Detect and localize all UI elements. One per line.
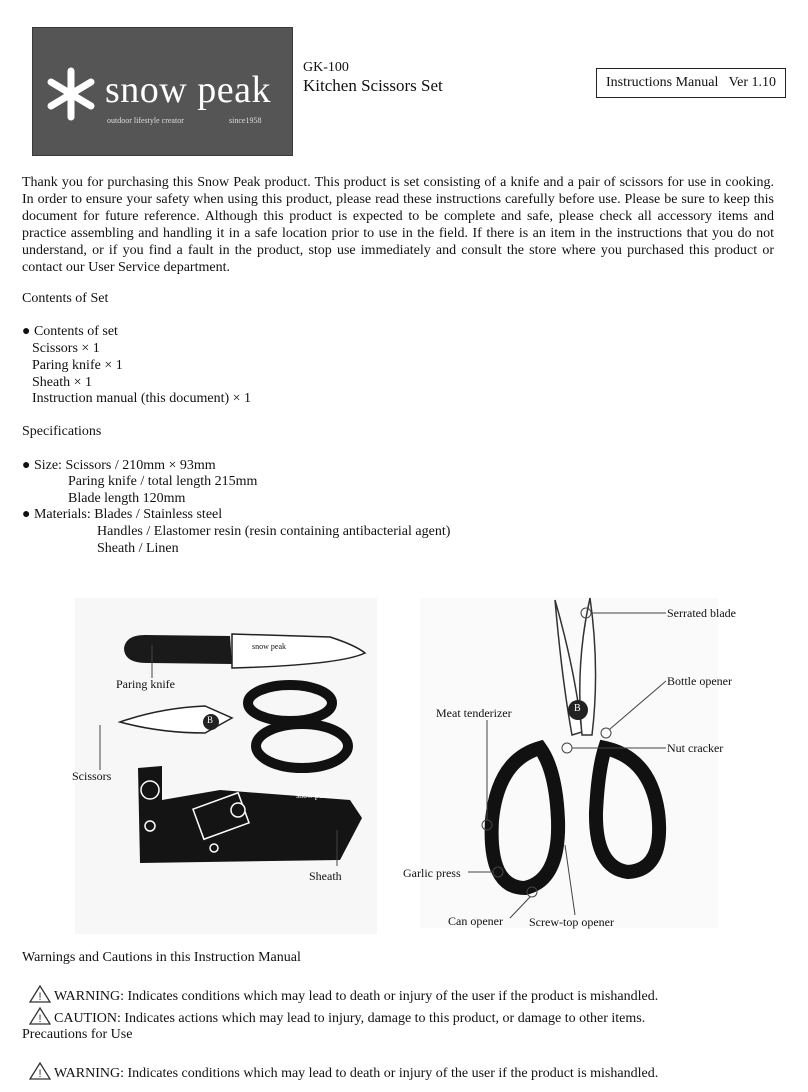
- brand-wordmark: snow peak: [105, 69, 271, 111]
- manual-version-box: Instructions Manual Ver 1.10: [596, 68, 786, 98]
- warning-text: WARNING: Indicates conditions which may lead to death or injury of the user if the product is mishandled.: [54, 989, 659, 1004]
- caution-triangle-icon: [29, 1007, 51, 1025]
- intro-paragraph: Thank you for purchasing this Snow Peak product. This product is set consisting of a knife and a pair of scissors for use in cooking. In order to ensure your safety when using this product, please read these instructions carefully before use. Please be sure to keep this document for future reference. Although this product is expected to be complete and safe, please check all accessory items and practice assembling and handling it in a safe location prior to use in the field. If there is an item in the instructions that you do not understand, or if you find a fault in the product, stop use immediately and consult the store where you purchased this product or contact our User Service department.: [22, 175, 774, 275]
- label-can-opener: Can opener: [448, 914, 503, 928]
- precautions-heading: Precautions for Use: [22, 1027, 133, 1042]
- brand-since: since1958: [229, 116, 262, 125]
- specs-heading: Specifications: [22, 424, 102, 439]
- contents-item: Paring knife × 1: [32, 358, 123, 373]
- label-screw-top-opener: Screw-top opener: [529, 915, 614, 929]
- page-title: Kitchen Scissors Set: [303, 76, 443, 95]
- label-sheath: Sheath: [309, 869, 342, 883]
- knife-brand-mark: snow peak: [252, 642, 286, 651]
- spec-size-line: Paring knife / total length 215mm: [68, 474, 258, 489]
- contents-item: Scissors × 1: [32, 341, 100, 356]
- label-nut-cracker: Nut cracker: [667, 741, 724, 755]
- spec-materials-line: Handles / Elastomer resin (resin containing antibacterial agent): [97, 524, 451, 539]
- spec-materials: ● Materials: Blades / Stainless steel: [22, 507, 223, 522]
- caution-line: [22, 990, 645, 1027]
- label-bottle-opener: Bottle opener: [667, 674, 732, 688]
- spec-size-line: Blade length 120mm: [68, 491, 186, 506]
- label-meat-tenderizer: Meat tenderizer: [436, 706, 512, 720]
- warning-triangle-icon: [29, 1062, 51, 1080]
- caution-text: CAUTION: Indicates actions which may lead to injury, damage to this product, or damage to other items.: [54, 1011, 646, 1026]
- spec-size: ● Size: Scissors / 210mm × 93mm: [22, 458, 216, 473]
- label-paring-knife: Paring knife: [116, 677, 175, 691]
- spec-materials-line: Sheath / Linen: [97, 541, 179, 556]
- svg-text:!: !: [38, 1068, 42, 1080]
- contents-bullet: ● Contents of set: [22, 324, 118, 339]
- model-number: GK-100: [303, 60, 349, 75]
- contents-item: Instruction manual (this document) × 1: [32, 391, 252, 406]
- label-scissors: Scissors: [72, 769, 112, 783]
- svg-text:!: !: [38, 991, 42, 1003]
- sheath-brand-mark: snow peak: [296, 791, 330, 800]
- small-scissors-badge: B: [207, 715, 214, 725]
- warnings-heading: Warnings and Cautions in this Instruction Manual: [22, 950, 301, 965]
- label-garlic-press: Garlic press: [403, 866, 461, 880]
- brand-tagline: outdoor lifestyle creator: [107, 116, 184, 125]
- large-scissors-badge: B: [574, 703, 581, 714]
- precautions-warning-text: WARNING: Indicates conditions which may lead to death or injury of the user if the product is mishandled.: [54, 1066, 659, 1081]
- precautions-warning-line: [22, 1045, 658, 1082]
- contents-heading: Contents of Set: [22, 291, 109, 306]
- svg-text:!: !: [38, 1013, 42, 1025]
- contents-item: Sheath × 1: [32, 375, 92, 390]
- label-serrated-blade: Serrated blade: [667, 606, 736, 620]
